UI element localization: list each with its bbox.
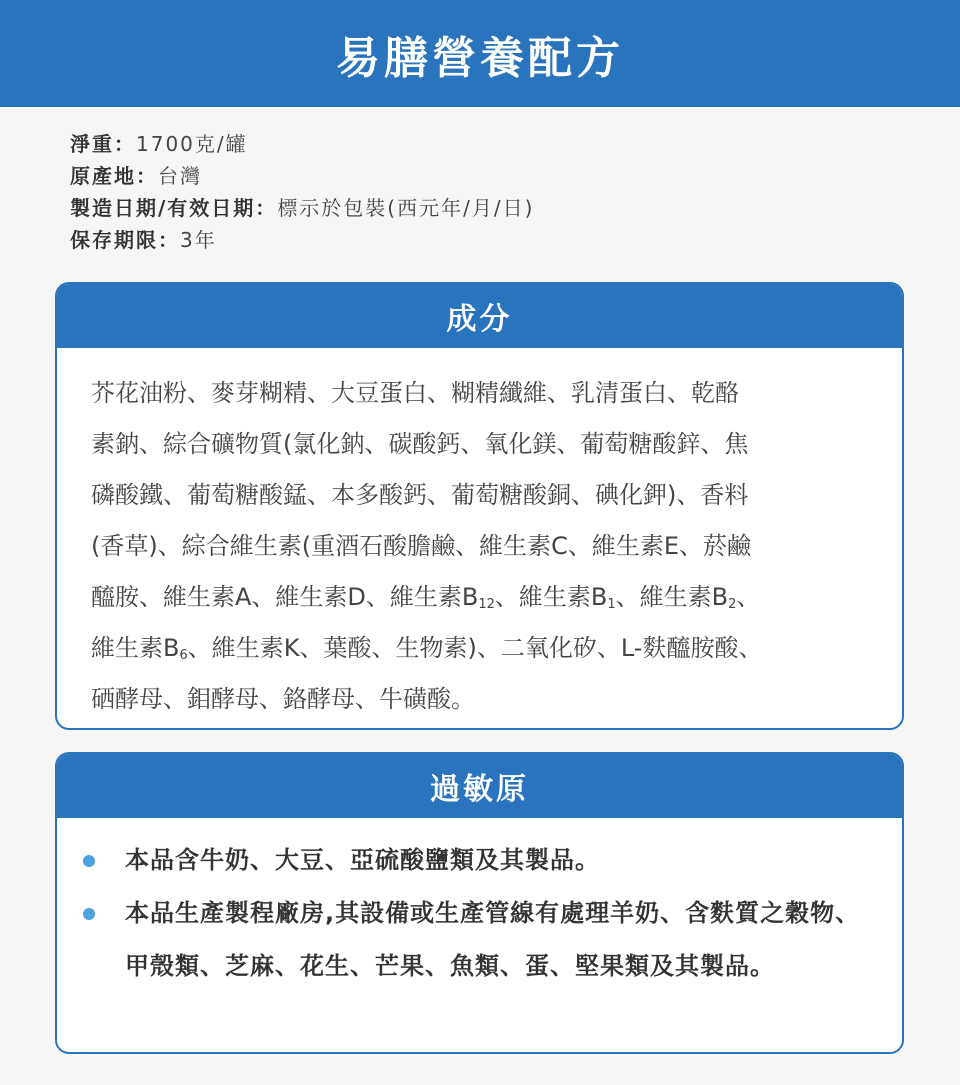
info-dates (70, 192, 534, 224)
ingredients-card (55, 282, 904, 730)
subscript: 1 (607, 597, 616, 612)
subscript: 2 (728, 597, 737, 612)
ingredients-segment: 、維生素B (494, 583, 608, 611)
product-info (70, 128, 534, 256)
info-value: 標示於包裝(西元年/月/日) (277, 196, 535, 220)
info-label: 淨重： (70, 132, 136, 156)
subscript: 12 (478, 597, 495, 612)
info-value: 1700克/罐 (136, 132, 248, 156)
ingredients-segment: 、 (736, 583, 761, 611)
allergen-item (79, 834, 902, 887)
info-net-weight (70, 128, 534, 160)
ingredients-segment: 維生素B (91, 634, 180, 662)
title-banner (0, 0, 960, 107)
info-shelf-life (70, 224, 534, 256)
ingredients-line: 素鈉、綜合礦物質(氯化鈉、碳酸鈣、氧化鎂、葡萄糖酸鋅、焦 (91, 430, 749, 458)
info-value: 3年 (180, 228, 217, 252)
page-title: 易膳營養配方 (336, 32, 624, 84)
bullet-icon (83, 908, 95, 920)
info-label: 原產地： (70, 164, 158, 188)
allergen-item (79, 887, 902, 993)
ingredients-heading: 成分 (57, 284, 902, 348)
bullet-icon (83, 855, 95, 867)
ingredients-line: 芥花油粉、麥芽糊精、大豆蛋白、糊精纖維、乳清蛋白、乾酪 (91, 379, 739, 407)
ingredients-segment: 、維生素B (615, 583, 729, 611)
allergen-item-text: 本品生產製程廠房,其設備或生產管線有處理羊奶、含麩質之穀物、甲殼類、芝麻、花生、芒果、魚類、蛋、堅果類及其製品。 (125, 899, 861, 980)
allergen-item-text: 本品含牛奶、大豆、亞硫酸鹽類及其製品。 (125, 846, 600, 874)
info-label: 保存期限： (70, 228, 180, 252)
ingredients-line: 磷酸鐵、葡萄糖酸錳、本多酸鈣、葡萄糖酸銅、碘化鉀)、香料 (91, 481, 749, 509)
info-label: 製造日期/有效日期： (70, 196, 278, 220)
ingredients-line: 硒酵母、鉬酵母、鉻酵母、牛磺酸。 (91, 685, 475, 713)
allergen-card (55, 752, 904, 1054)
ingredients-line (91, 572, 868, 623)
ingredients-line: (香草)、綜合維生素(重酒石酸膽鹼、維生素C、維生素E、菸鹼 (91, 532, 752, 560)
ingredients-line (91, 623, 868, 674)
subscript: 6 (179, 648, 188, 663)
ingredients-segment: 醯胺、維生素A、維生素D、維生素B (91, 583, 479, 611)
info-value: 台灣 (158, 164, 202, 188)
ingredients-segment: 、維生素K、葉酸、生物素)、二氧化矽、L-麩醯胺酸、 (187, 634, 763, 662)
info-origin (70, 160, 534, 192)
allergen-list (57, 818, 902, 993)
allergen-heading: 過敏原 (57, 754, 902, 818)
ingredients-text (57, 348, 902, 725)
